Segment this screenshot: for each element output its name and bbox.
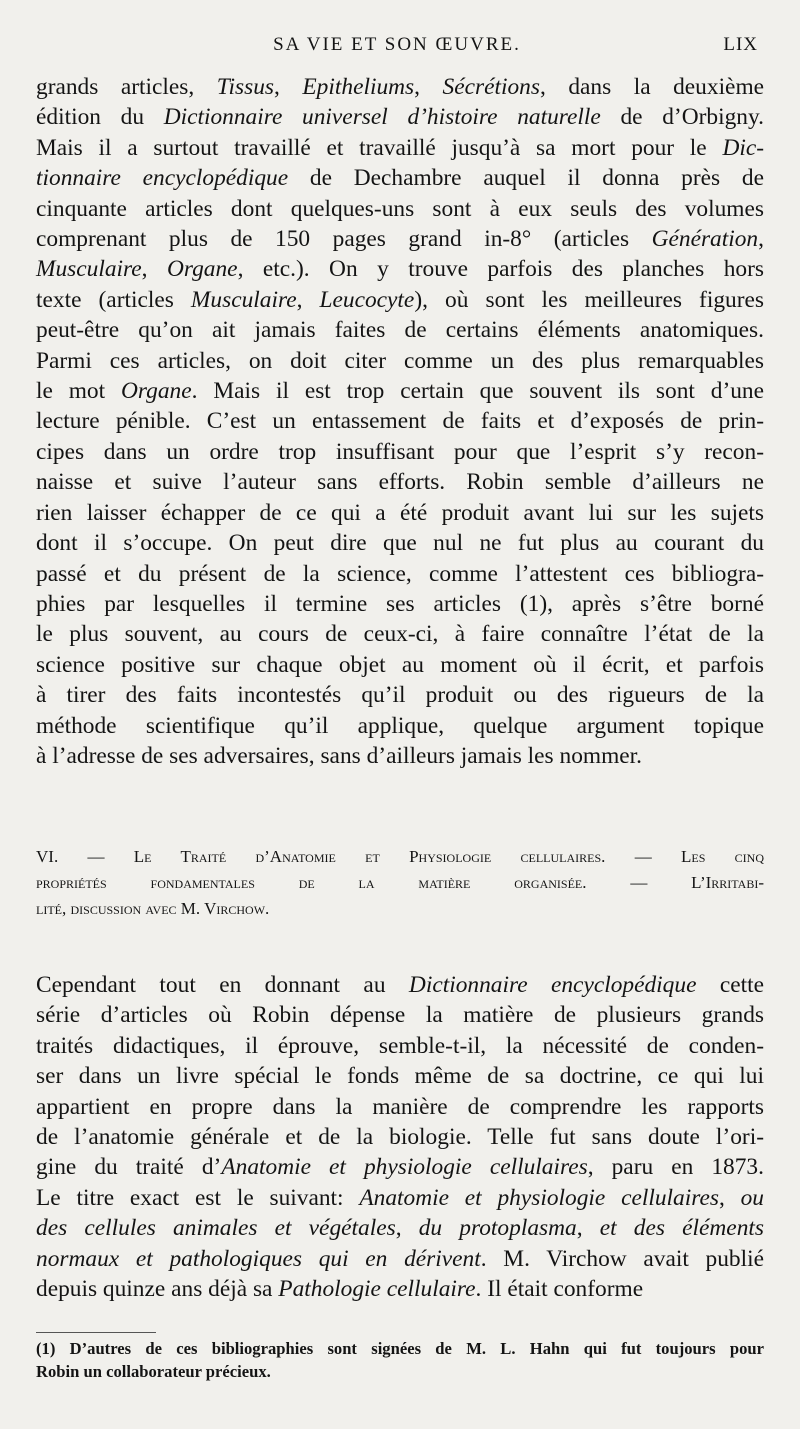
text-line: Musculaire, Organe, etc.). On y trouve parfois des planches hors — [36, 256, 764, 283]
text-line: méthode scientifique qu’il applique, quelque argument topique — [36, 712, 764, 739]
text-line: Le titre exact est le suivant: Anatomie et physiologie cellulaires, ou — [36, 1184, 764, 1211]
text-line: série d’articles où Robin dépense la matière de plusieurs grands — [36, 1002, 764, 1029]
text-line: propriétés fondamentales de la matière organisée. — L’Irritabi- — [36, 873, 764, 892]
text-line: lité, discussion avec M. Virchow. — [36, 899, 270, 918]
text-line: le mot Organe. Mais il est trop certain que souvent ils sont d’une — [36, 378, 765, 405]
text-line: Parmi ces articles, on doit citer comme un des plus remarquables — [36, 347, 764, 374]
text-line: tionnaire encyclopédique de Dechambre auquel il donna près de — [36, 165, 765, 192]
text-line: le plus souvent, au cours de ceux-ci, à faire connaître l’état de la — [36, 621, 764, 648]
page-header — [36, 34, 758, 58]
text-line: passé et du présent de la science, comme l’attestent ces bibliogra- — [36, 560, 764, 587]
text-line: grands articles, Tissus, Epitheliums, Sécrétions, dans la deuxième — [36, 74, 765, 100]
text-line: gine du traité d’Anatomie et physiologie cellulaires, paru en 1873. — [36, 1154, 764, 1181]
text-line: traités didactiques, il éprouve, semble-t-il, la nécessité de conden- — [36, 1032, 764, 1059]
footnote-rule — [36, 1332, 156, 1333]
paragraph-1 — [36, 72, 764, 771]
footnote — [36, 1337, 764, 1383]
text-line: VI. — Le Traité d’Anatomie et Physiologie cellulaires. — Les cinq — [36, 847, 764, 866]
text-line: à tirer des faits incontestés qu’il produit ou des rigueurs de la — [36, 682, 764, 709]
text-line: Mais il a surtout travaillé et travaillé jusqu’à sa mort pour le Dic- — [36, 134, 764, 161]
text-line: lecture pénible. C’est un entassement de faits et d’exposés de prin- — [36, 408, 764, 435]
text-line: normaux et pathologiques qui en dérivent. M. Virchow avait publié — [36, 1245, 764, 1272]
text-line: Robin un collaborateur précieux. — [36, 1362, 271, 1381]
text-line: (1) D’autres de ces bibliographies sont signées de M. L. Hahn qui fut toujours pour — [36, 1339, 764, 1358]
text-line: comprenant plus de 150 pages grand in-8° (articles Génération, — [36, 226, 764, 253]
text-line: des cellules animales et végétales, du protoplasma, et des éléments — [36, 1215, 764, 1242]
text-line: texte (articles Musculaire, Leucocyte), où sont les meilleures figures — [36, 286, 764, 313]
paragraph-2 — [36, 970, 764, 1304]
text-line: phies par lesquelles il termine ses articles (1), après s’être borné — [36, 590, 764, 617]
text-line: Cependant tout en donnant au Dictionnaire encyclopédique cette — [36, 972, 764, 998]
running-head: SA VIE ET SON ŒUVRE. — [273, 34, 521, 55]
text-line: ser dans un livre spécial le fonds même de sa doctrine, ce qui lui — [36, 1063, 764, 1090]
text-line: cipes dans un ordre trop insuffisant pour que l’esprit s’y recon- — [36, 438, 764, 465]
text-line: dont il s’occupe. On peut dire que nul ne fut plus au courant du — [36, 530, 764, 557]
text-line: naisse et suive l’auteur sans efforts. Robin semble d’ailleurs ne — [36, 469, 764, 496]
text-line: de l’anatomie générale et de la biologie. Telle fut sans doute l’ori- — [36, 1124, 764, 1151]
text-line: à l’adresse de ses adversaires, sans d’ailleurs jamais les nommer. — [36, 742, 643, 769]
text-line: science positive sur chaque objet au moment où il écrit, et parfois — [36, 651, 764, 678]
text-line: cinquante articles dont quelques-uns sont à eux seuls des volumes — [36, 195, 764, 222]
text-line: rien laisser échapper de ce qui a été produit avant lui sur les sujets — [36, 499, 764, 526]
text-line: appartient en propre dans la manière de comprendre les rapports — [36, 1093, 764, 1120]
page-number: LIX — [723, 34, 758, 55]
text-line: édition du Dictionnaire universel d’histoire naturelle de d’Orbigny. — [36, 104, 764, 131]
text-line: peut-être qu’on ait jamais faites de certains éléments anatomiques. — [36, 317, 764, 344]
text-line: depuis quinze ans déjà sa Pathologie cellulaire. Il était conforme — [36, 1276, 644, 1303]
section-heading — [36, 844, 764, 922]
